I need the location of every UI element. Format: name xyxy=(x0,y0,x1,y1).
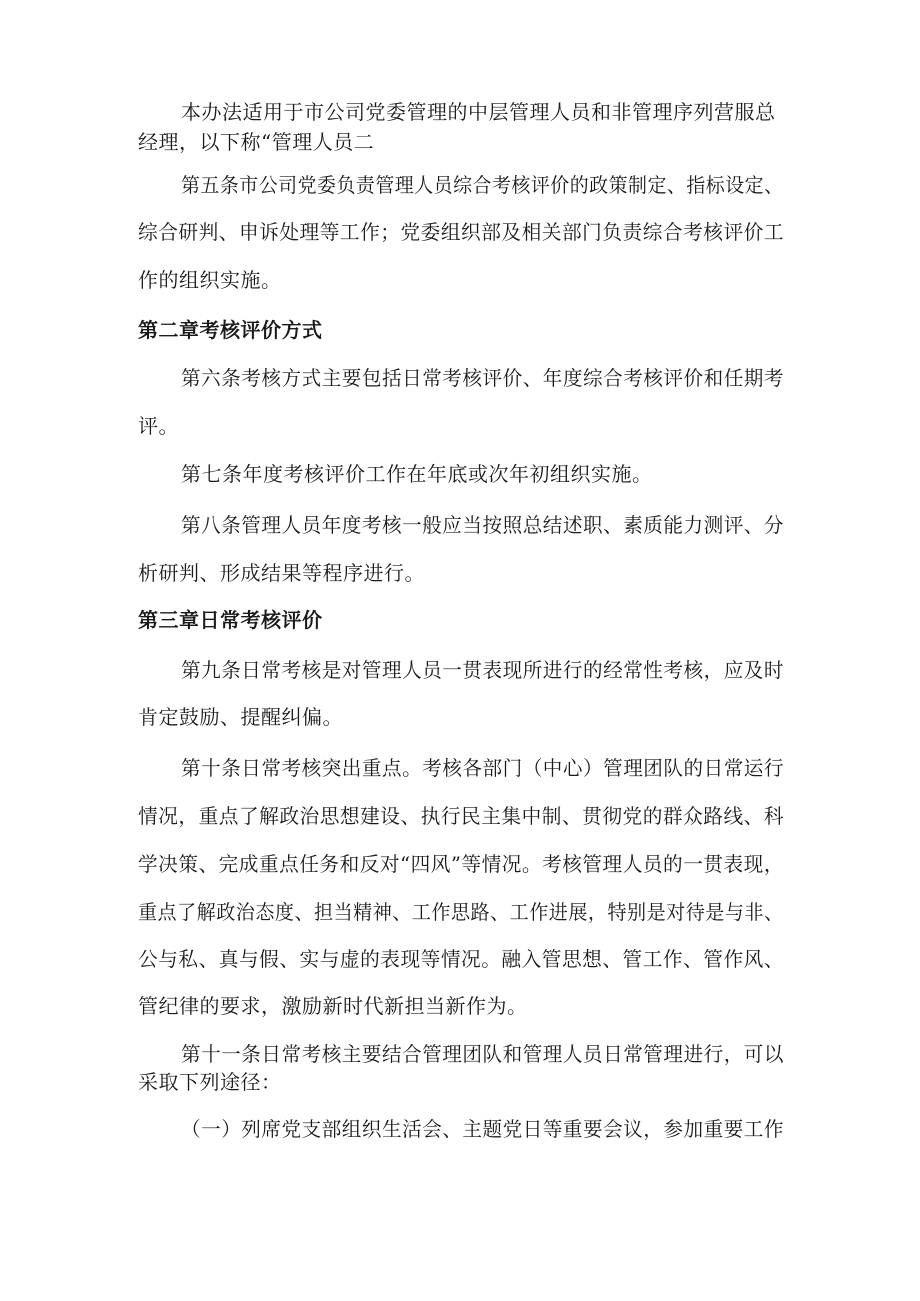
article-8-line-1: 第八条管理人员年度考核一般应当按照总结述职、素质能力测评、分 xyxy=(181,513,785,537)
article-10-line-2: 情况，重点了解政治思想建设、执行民主集中制、贯彻党的群众路线、科 xyxy=(138,804,785,828)
article-10-line-1: 第十条日常考核突出重点。考核各部门（中心）管理团队的日常运行 xyxy=(181,756,785,780)
article-5-line-3: 作的组织实施。 xyxy=(138,268,282,292)
chapter-3-heading: 第三章日常考核评价 xyxy=(138,608,323,632)
article-5-line-1: 第五条市公司党委负责管理人员综合考核评价的政策制定、指标设定、 xyxy=(181,173,784,197)
article-11-line-2: 采取下列途径： xyxy=(138,1070,282,1094)
article-10-line-5: 公与私、真与假、实与虚的表现等情况。融入管思想、管工作、管作风、 xyxy=(138,947,785,971)
article-11-item-1: （一）列席党支部组织生活会、主题党日等重要会议，参加重要工作 xyxy=(181,1117,785,1141)
article-8-line-2: 析研判、形成结果等程序进行。 xyxy=(138,561,425,585)
article-7: 第七条年度考核评价工作在年底或次年初组织实施。 xyxy=(181,462,653,486)
article-5-line-2: 综合研判、申诉处理等工作；党委组织部及相关部门负责综合考核评价工 xyxy=(138,220,785,244)
article-6-line-2: 评。 xyxy=(138,414,179,438)
paragraph-scope-line-1: 本办法适用于市公司党委管理的中层管理人员和非管理序列营服总 xyxy=(181,100,776,124)
chapter-2-heading: 第二章考核评价方式 xyxy=(138,318,323,342)
article-6-line-1: 第六条考核方式主要包括日常考核评价、年度综合考核评价和任期考 xyxy=(181,366,785,390)
article-11-line-1: 第十一条日常考核主要结合管理团队和管理人员日常管理进行，可以 xyxy=(181,1042,785,1066)
article-9-line-1: 第九条日常考核是对管理人员一贯表现所进行的经常性考核，应及时 xyxy=(181,658,785,682)
article-10-line-4: 重点了解政治态度、担当精神、工作思路、工作进展，特别是对待是与非、 xyxy=(138,900,784,924)
article-9-line-2: 肯定鼓励、提醒纠偏。 xyxy=(138,705,343,729)
article-10-line-6: 管纪律的要求，激励新时代新担当新作为。 xyxy=(138,994,528,1018)
paragraph-scope-line-2: 经理，以下称“管理人员二 xyxy=(138,130,375,154)
article-10-line-3: 学决策、完成重点任务和反对“四风”等情况。考核管理人员的一贯表现， xyxy=(138,852,784,876)
